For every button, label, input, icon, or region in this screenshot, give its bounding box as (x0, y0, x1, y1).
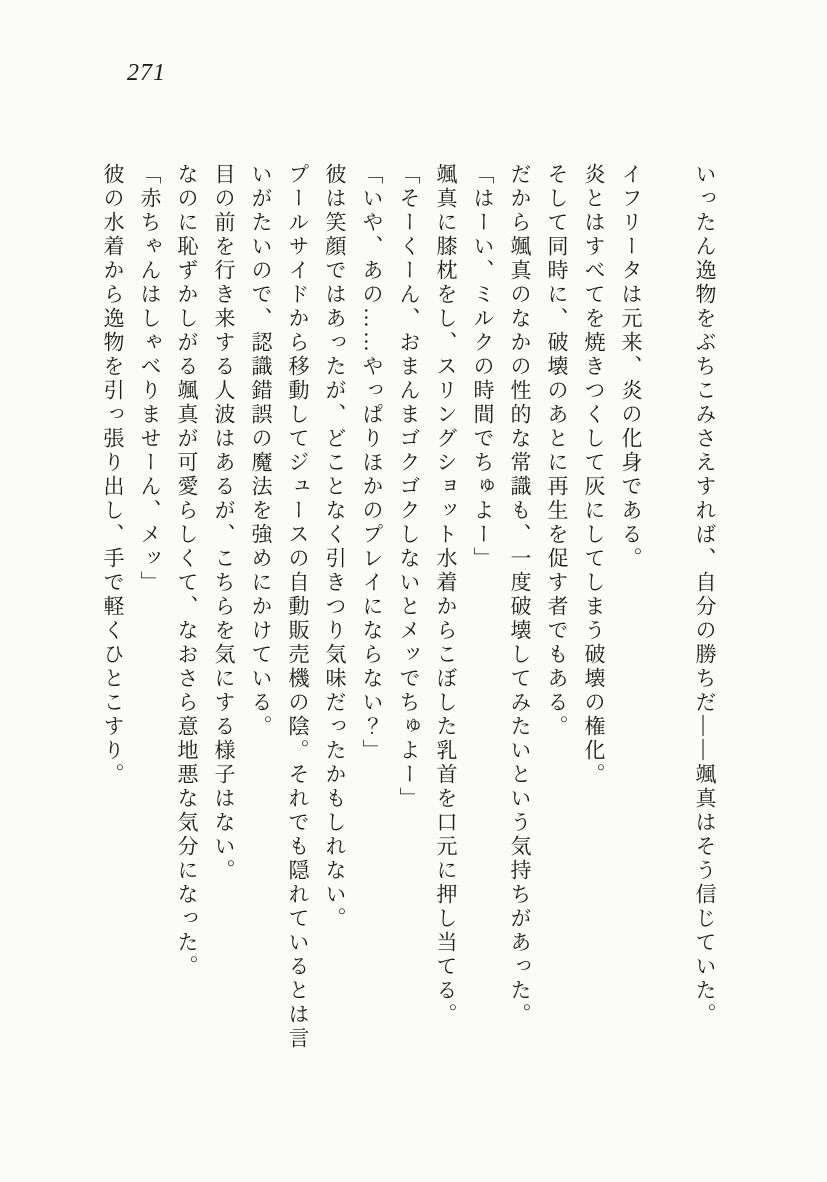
paragraph-line: 彼は笑顔ではあったが、どことなく引きつり気味だったかもしれない。 (323, 163, 347, 931)
paragraph-line: イフリータは元来、炎の化身である。 (619, 163, 643, 571)
dialogue-line: 「赤ちゃんはしゃべりませーん、メッ」 (138, 163, 162, 595)
paragraph-line: 颯真に膝枕をし、スリングショット水着からこぼした乳首を口元に押し当てる。 (434, 163, 458, 1027)
paragraph-line: いがたいので、認識錯誤の魔法を強めにかけている。 (249, 163, 273, 739)
paragraph-line: プールサイドから移動してジュースの自動販売機の陰。それでも隠れているとは言 (286, 163, 310, 1051)
blank-line (649, 163, 686, 1043)
page-text (94, 163, 723, 1051)
paragraph-line: なのに恥ずかしがる颯真が可愛らしくて、なおさら意地悪な気分になった。 (175, 163, 199, 979)
dialogue-line: 「はーい、ミルクの時間でちゅよー」 (471, 163, 495, 571)
paragraph-line: だから颯真のなかの性的な常識も、一度破壊してみたいという気持ちがあった。 (508, 163, 532, 1027)
page-number: 271 (127, 60, 166, 86)
paragraph-line: いったん逸物をぶちこみさえすれば、自分の勝ちだ――颯真はそう信じていた。 (693, 163, 717, 1027)
paragraph-line: そして同時に、破壊のあとに再生を促す者でもある。 (545, 163, 569, 739)
dialogue-line: 「いや、あの……やっぱりほかのプレイにならない？」 (360, 163, 384, 763)
paragraph-line: 彼の水着から逸物を引っ張り出し、手で軽くひとこすり。 (101, 163, 125, 787)
dialogue-line: 「そーくーん、おまんまゴクゴクしないとメッでちゅよー」 (397, 163, 421, 811)
paragraph-line: 炎とはすべてを焼きつくして灰にしてしまう破壊の権化。 (582, 163, 606, 787)
paragraph-line: 目の前を行き来する人波はあるが、こちらを気にする様子はない。 (212, 163, 236, 883)
